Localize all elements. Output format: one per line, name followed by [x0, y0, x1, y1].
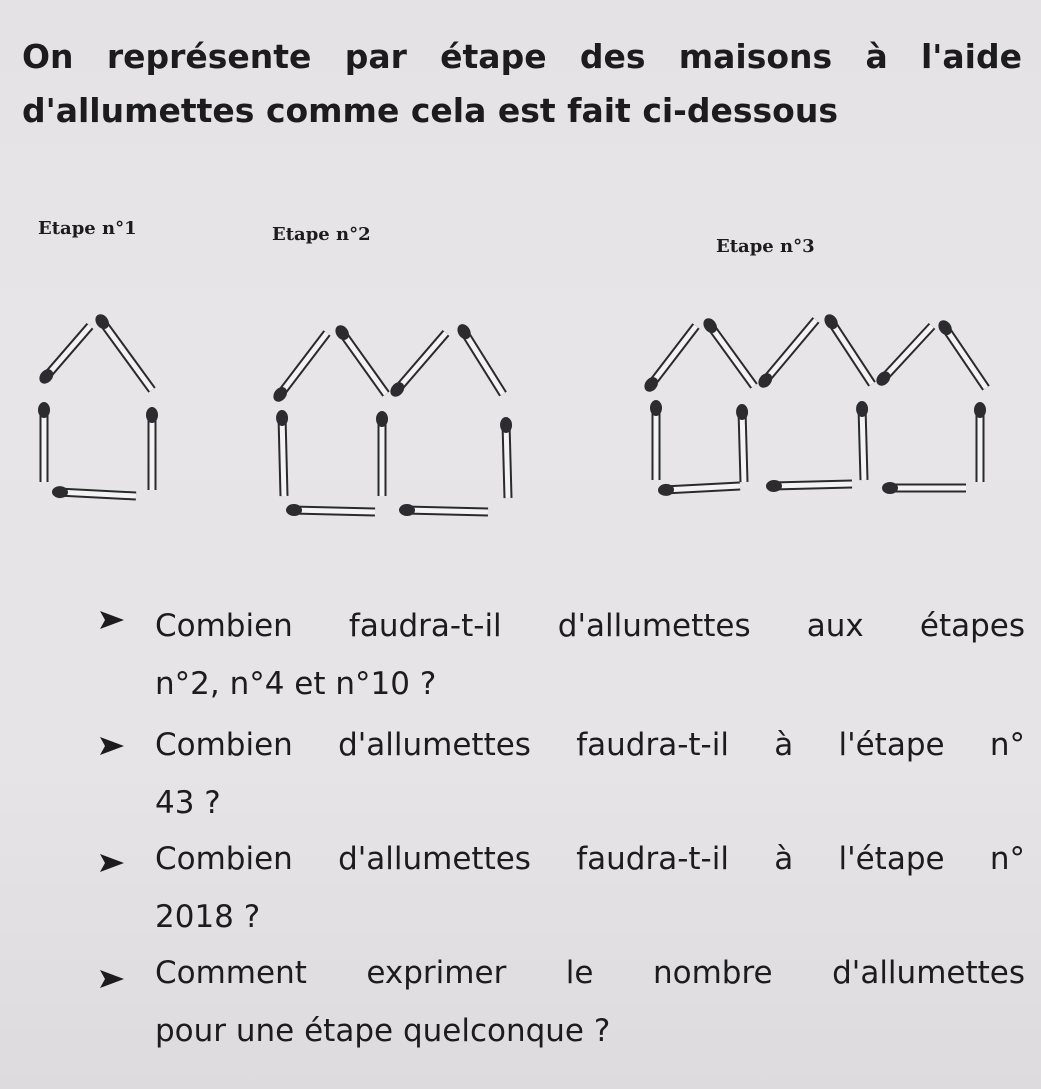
match-body: [764, 320, 816, 382]
intro-line-2: d'allumettes comme cela est fait ci-dessous: [22, 91, 838, 130]
match: [376, 411, 388, 496]
match: [286, 504, 375, 516]
match-body: [101, 320, 152, 390]
match: [874, 326, 932, 388]
match: [455, 322, 503, 394]
step-1-label: Etape n°1: [38, 218, 137, 239]
match-body: [944, 326, 986, 388]
question-4: [155, 944, 1025, 1060]
match-body: [830, 320, 872, 384]
question-2-line-2: 43 ?: [155, 785, 221, 821]
match: [882, 482, 966, 494]
match-body: [341, 331, 386, 394]
question-1-line-1: Combien faudra-t-il d'allumettes aux étapes: [155, 608, 1025, 644]
step-3-label: Etape n°3: [716, 236, 815, 257]
match-body: [396, 333, 446, 391]
question-3-line-1: Combien d'allumettes faudra-t-il à l'étape n°: [155, 841, 1025, 877]
question-1-line-2: n°2, n°4 et n°10 ?: [155, 666, 437, 702]
arrow-bullet-icon: [98, 609, 126, 631]
match: [333, 323, 386, 394]
step-1-drawing: [37, 312, 158, 499]
match: [650, 400, 662, 480]
match-head: [650, 400, 662, 416]
match-body: [650, 326, 696, 386]
question-3-line-2: 2018 ?: [155, 899, 261, 935]
intro-text: [22, 30, 1022, 138]
question-1: [155, 597, 1025, 713]
match: [701, 316, 754, 386]
step-2-drawing: [271, 322, 513, 517]
match: [38, 402, 50, 482]
match: [658, 483, 740, 496]
step-3-drawing: [642, 312, 986, 497]
match-head: [974, 402, 986, 418]
match-head: [146, 407, 158, 423]
match: [93, 312, 152, 390]
match: [766, 480, 852, 492]
match: [388, 333, 446, 399]
match: [642, 326, 696, 394]
arrow-bullet-icon: [98, 735, 126, 757]
match: [856, 401, 868, 480]
match-head: [376, 411, 388, 427]
match: [52, 486, 136, 499]
match: [822, 312, 872, 384]
match-body: [405, 510, 488, 512]
match-head: [882, 482, 898, 494]
match: [936, 318, 986, 388]
match-body: [742, 410, 744, 482]
match-body: [463, 330, 503, 394]
question-2: [155, 716, 1025, 832]
match-body: [506, 423, 508, 498]
match: [399, 504, 488, 516]
match: [271, 333, 327, 404]
match-body: [292, 510, 375, 512]
step-2-label: Etape n°2: [272, 224, 371, 245]
intro-line-1: On représente par étape des maisons à l'aide: [22, 37, 1022, 76]
match: [974, 402, 986, 482]
match: [756, 320, 816, 390]
matchstick-figure: [0, 290, 1041, 530]
question-4-line-1: Comment exprimer le nombre d'allumettes: [155, 955, 1025, 991]
arrow-bullet-icon: [98, 968, 126, 990]
match-body: [862, 407, 864, 480]
match: [736, 404, 748, 482]
match: [37, 326, 90, 386]
match: [146, 407, 158, 490]
match-body: [772, 484, 852, 486]
match: [500, 417, 512, 498]
match-head: [38, 402, 50, 418]
match-body: [282, 416, 284, 496]
match-body: [709, 324, 754, 386]
match-body: [279, 333, 327, 396]
question-3: [155, 830, 1025, 946]
arrow-bullet-icon: [98, 852, 126, 874]
match: [276, 410, 288, 496]
question-4-line-2: pour une étape quelconque ?: [155, 1013, 611, 1049]
question-2-line-1: Combien d'allumettes faudra-t-il à l'étape n°: [155, 727, 1025, 763]
match-body: [882, 326, 932, 380]
match-body: [45, 326, 90, 378]
